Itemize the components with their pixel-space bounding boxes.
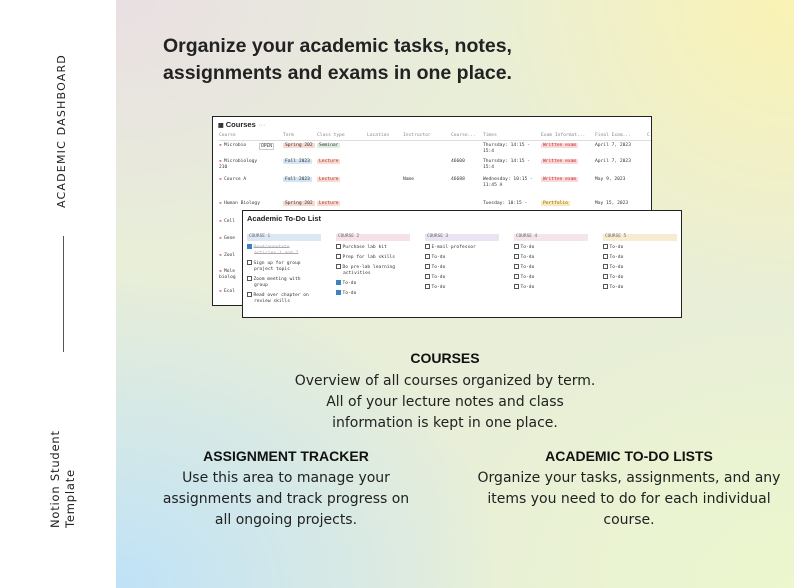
course-name: Gene: [224, 236, 236, 241]
page-icon: ▪: [219, 219, 222, 224]
checkbox[interactable]: [425, 244, 430, 249]
todo-item[interactable]: [425, 254, 445, 261]
checkbox[interactable]: [247, 276, 252, 281]
checkbox[interactable]: [336, 264, 341, 269]
checked-checkbox[interactable]: [336, 290, 341, 295]
todo-item-text: Zoom meeting with: [253, 277, 301, 282]
class-type-tag: Seminar: [319, 143, 339, 148]
todo-item[interactable]: [425, 274, 445, 281]
todo-item[interactable]: [425, 284, 445, 291]
times: Thursday: 14:15 -: [483, 159, 531, 164]
todo-item-text: To-do: [609, 285, 624, 290]
todo-column-header: COURSE 2: [336, 234, 410, 241]
todo-item[interactable]: [514, 254, 534, 261]
exam-tag: Written exam: [543, 159, 577, 164]
checked-checkbox[interactable]: [336, 280, 341, 285]
course-name: Cell: [224, 219, 236, 224]
checkbox[interactable]: [247, 260, 252, 265]
checkbox[interactable]: [336, 254, 341, 259]
todo-column-header: COURSE 1: [247, 234, 321, 241]
class-type-tag: Lecture: [319, 177, 339, 182]
todo-item[interactable]: [247, 260, 301, 272]
todo-item-text-cont: activities: [343, 270, 371, 276]
term-tag: Spring 202: [285, 201, 313, 206]
todo-item-text: To-do: [342, 281, 357, 286]
instructor: Name: [403, 177, 415, 182]
todo-item-text: Read over chapter on: [253, 293, 309, 298]
checkbox[interactable]: [336, 244, 341, 249]
todo-item[interactable]: [603, 264, 623, 271]
todo-item[interactable]: [514, 264, 534, 271]
todo-item-text: To-do: [520, 265, 535, 270]
todo-item[interactable]: [603, 274, 623, 281]
course-name: Human Biology: [224, 201, 260, 206]
todo-item[interactable]: [336, 254, 395, 261]
todo-item-text: To-do: [609, 255, 624, 260]
todo-item[interactable]: [247, 292, 309, 304]
times-cont: 15:4: [483, 165, 495, 170]
todo-item[interactable]: [425, 264, 445, 271]
course-name: Course A: [224, 177, 247, 182]
todo-item[interactable]: [603, 244, 623, 251]
todo-item[interactable]: [514, 244, 534, 251]
checkbox[interactable]: [514, 244, 519, 249]
todo-item-text: To-do: [520, 285, 535, 290]
todo-column-header: COURSE 3: [425, 234, 499, 241]
checkbox[interactable]: [603, 274, 608, 279]
todo-column-header: COURSE 4: [514, 234, 588, 241]
todo-item-text: To-do: [431, 255, 446, 260]
todo-item-text: To-do: [609, 245, 624, 250]
todo-item-text: Prep for lab skills: [342, 255, 396, 260]
final-exam-date: May 15, 2023: [595, 201, 629, 206]
course-name: Microbiology: [224, 159, 258, 164]
todo-item[interactable]: [247, 276, 301, 288]
todo-item-text: To-do: [431, 265, 446, 270]
times-cont: 15:4: [483, 149, 495, 154]
todo-item-text: Sign up for group: [253, 261, 301, 266]
todo-item[interactable]: [425, 244, 476, 251]
todo-item-text: To-do: [520, 255, 535, 260]
term-tag: Spring 202: [285, 143, 313, 148]
todo-item[interactable]: [247, 244, 298, 256]
checkbox[interactable]: [514, 264, 519, 269]
course-name: Mole: [224, 269, 236, 274]
checkbox[interactable]: [514, 274, 519, 279]
exam-tag: Portfolio: [543, 201, 568, 206]
exam-tag: Written exam: [543, 177, 577, 182]
times: Tuesday: 10:15 -: [483, 201, 528, 206]
column-header[interactable]: Course...: [451, 133, 476, 138]
todo-item-text: Read/annotate: [253, 245, 290, 250]
checkbox[interactable]: [425, 264, 430, 269]
page-headline: Organize your academic tasks, notes, assignments and exams in one place.: [163, 35, 512, 84]
todo-item[interactable]: [336, 244, 387, 251]
courses-db-title: ▦ Courses ···: [218, 120, 266, 129]
column-header[interactable]: Course: [219, 133, 236, 138]
column-header[interactable]: Instructor: [403, 133, 431, 138]
todo-item-text-cont: review skills: [254, 298, 290, 304]
course-name-cont: biolog: [219, 275, 236, 280]
open-button[interactable]: OPEN: [261, 144, 273, 149]
times: Wednesday: 10:15 -: [483, 177, 533, 182]
main-panel: [116, 0, 794, 588]
todo-item[interactable]: [336, 290, 356, 297]
page-icon: ▪: [219, 253, 222, 258]
checkbox[interactable]: [603, 284, 608, 289]
final-exam-date: April 7, 2023: [595, 143, 631, 148]
todo-item[interactable]: [336, 264, 395, 276]
column-header[interactable]: Location: [367, 133, 390, 138]
todo-item[interactable]: [336, 280, 356, 287]
courses-header-row: [219, 131, 651, 141]
sidebar-subtitle-line1: Notion Student: [48, 430, 62, 528]
checkbox[interactable]: [425, 284, 430, 289]
todo-column-header: COURSE 5: [603, 234, 677, 241]
checkbox[interactable]: [603, 244, 608, 249]
sidebar-subtitle: [48, 430, 78, 528]
times-cont: 11:45 A: [483, 183, 503, 188]
final-exam-date: April 7, 2023: [595, 159, 631, 164]
todo-item-text-cont: group: [254, 282, 268, 288]
todo-item-text: Do pre-lab learning: [342, 265, 396, 270]
checkbox[interactable]: [247, 292, 252, 297]
courses-section-body: Overview of all courses organized by term. All of your lecture notes and class information is kept in one place.: [294, 373, 596, 431]
class-type-tag: Lecture: [319, 159, 339, 164]
checkbox[interactable]: [425, 274, 430, 279]
todo-item-text-cont: articles 1 and 2: [254, 250, 299, 256]
course-name: Zool: [224, 253, 236, 258]
todo-item-text: To-do: [431, 285, 446, 290]
todo-item[interactable]: [514, 284, 534, 291]
checkbox[interactable]: [425, 254, 430, 259]
todo-section-body: Organize your tasks, assignments, and any items you need to do for each individual course.: [477, 470, 781, 528]
todo-item-text: To-do: [609, 265, 624, 270]
todo-item[interactable]: [514, 274, 534, 281]
course-name: Ecol: [224, 289, 236, 294]
page-icon: ▪: [219, 143, 222, 148]
checkbox[interactable]: [514, 284, 519, 289]
todo-item-text: To-do: [520, 245, 535, 250]
sidebar-title: ACADEMIC DASHBOARD: [55, 54, 68, 208]
checkbox[interactable]: [514, 254, 519, 259]
todo-item-text: Purchase lab kit: [342, 245, 387, 250]
page-icon: ▪: [219, 159, 222, 164]
term-tag: Fall 2023: [285, 159, 310, 164]
course-code: 46688: [451, 177, 465, 182]
todo-item[interactable]: [603, 284, 623, 291]
page-icon: ▪: [219, 236, 222, 241]
courses-section-title: COURSES: [410, 350, 480, 366]
checkbox[interactable]: [603, 264, 608, 269]
course-code: 46600: [451, 159, 465, 164]
todo-item-text: To-do: [609, 275, 624, 280]
final-exam-date: May 9, 2023: [595, 177, 626, 182]
page-icon: ▪: [219, 177, 222, 182]
term-tag: Fall 2023: [285, 177, 310, 182]
table-icon: ▦: [218, 123, 224, 129]
column-header[interactable]: Class type: [317, 133, 345, 138]
sidebar-subtitle-line2: Template: [63, 469, 77, 528]
todo-item-text: E-mail professor: [431, 245, 476, 250]
page-icon: ▪: [219, 289, 222, 294]
sidebar: [0, 0, 116, 588]
column-header[interactable]: Times: [483, 133, 497, 138]
todo-item[interactable]: [603, 254, 623, 261]
column-header[interactable]: Term: [283, 133, 295, 138]
course-name: Microbio: [224, 143, 247, 148]
column-header[interactable]: Exam Informat...: [541, 133, 586, 138]
todo-item-text-cont: project topic: [254, 266, 290, 272]
sidebar-divider: [63, 236, 64, 352]
times: Thursday: 14:15 -: [483, 143, 531, 148]
column-header[interactable]: Final Exam...: [595, 133, 631, 138]
checked-checkbox[interactable]: [247, 244, 252, 249]
todo-item-text: To-do: [431, 275, 446, 280]
todo-db-title: Academic To-Do List: [247, 214, 322, 223]
course-name-cont: 210: [219, 165, 228, 170]
todo-item-text: To-do: [520, 275, 535, 280]
assignment-section-title: ASSIGNMENT TRACKER: [203, 448, 369, 464]
column-header[interactable]: C: [647, 133, 650, 138]
checkbox[interactable]: [603, 254, 608, 259]
class-type-tag: Lecture: [319, 201, 339, 206]
page-icon: ▪: [219, 269, 222, 274]
assignment-section-body: Use this area to manage your assignments and track progress on all ongoing projects.: [162, 470, 410, 528]
todo-database-preview: [242, 210, 682, 318]
todo-section-title: ACADEMIC TO-DO LISTS: [545, 448, 713, 464]
exam-tag: Written exam: [543, 143, 577, 148]
todo-item-text: To-do: [342, 291, 357, 296]
page-icon: ▪: [219, 201, 222, 206]
